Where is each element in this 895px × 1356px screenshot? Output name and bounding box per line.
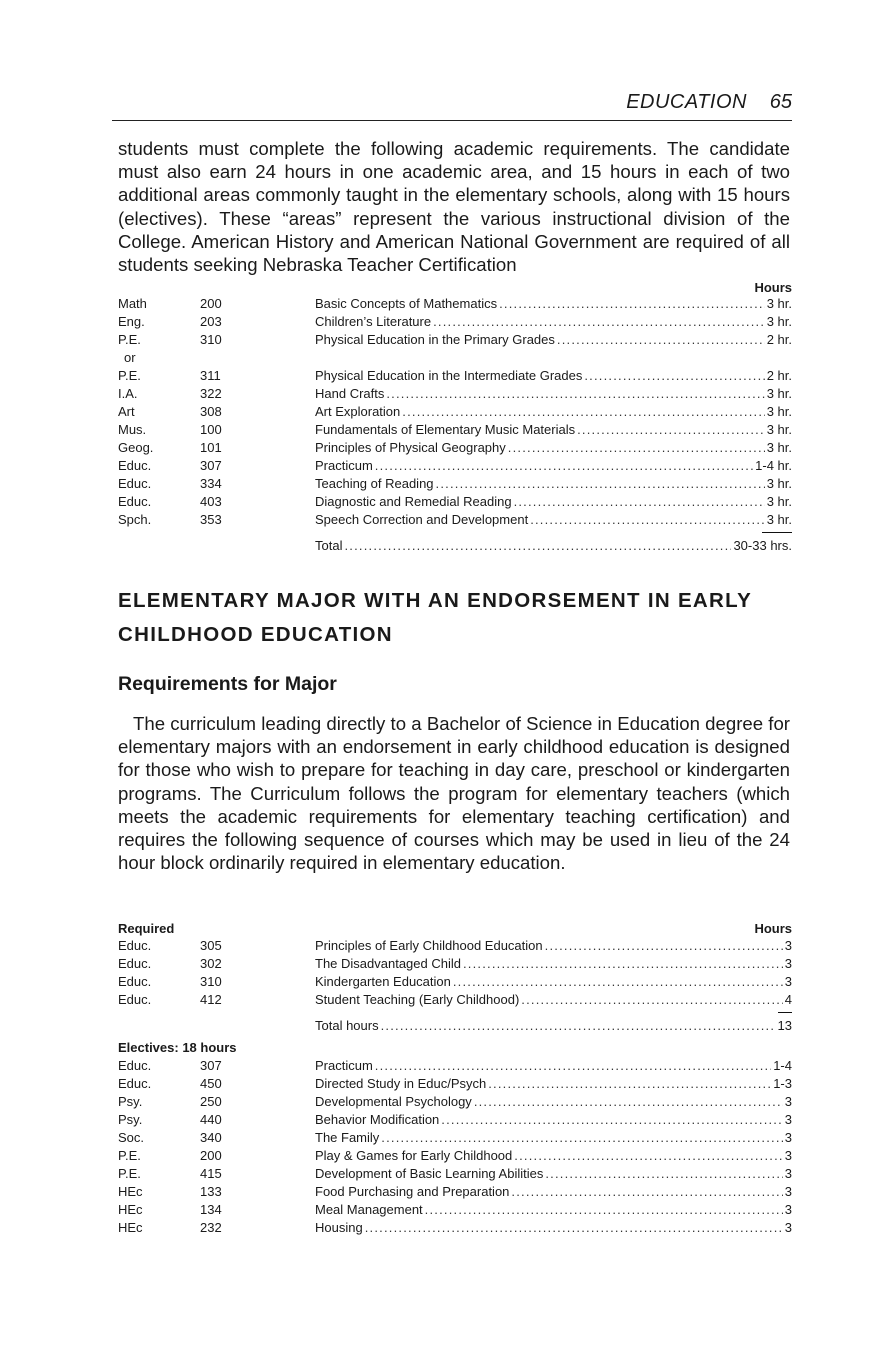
course-dept: Educ. <box>118 1076 152 1091</box>
table-row <box>118 314 792 332</box>
course-line <box>315 332 792 347</box>
course-hours: 4 <box>784 992 792 1007</box>
course-title: Children’s Literature <box>315 314 432 329</box>
dot-leader <box>436 476 765 491</box>
course-number: 412 <box>200 992 222 1007</box>
course-dept: Mus. <box>118 422 147 437</box>
course-hours: 13 <box>777 1018 792 1033</box>
course-line <box>315 314 792 329</box>
course-number: 307 <box>200 1058 222 1073</box>
dot-leader <box>557 332 765 347</box>
course-title: Diagnostic and Remedial Reading <box>315 494 512 509</box>
course-dept: P.E. <box>118 332 141 347</box>
course-dept: Math <box>118 296 147 311</box>
course-number: 403 <box>200 494 222 509</box>
dot-leader <box>365 1220 783 1235</box>
dot-leader <box>545 1166 782 1181</box>
course-dept: P.E. <box>118 1148 141 1163</box>
course-title: Development of Basic Learning Abilities <box>315 1166 544 1181</box>
course-number: 133 <box>200 1184 222 1199</box>
major-paragraph: The curriculum leading directly to a Bachelor of Science in Education degree for elementary majors with an endorsement in early childhood education is designed for those who wish to prepare for teaching in day care, preschool or kindergarten programs. The Curriculum follows the program for elementary teachers (which meets the academic requirements for elementary teaching certification) and requires the following sequence of courses which may be used in lieu of the 24 hour block ordinarily required in elementary education. <box>118 713 790 874</box>
table-row <box>118 956 792 974</box>
course-title: Directed Study in Educ/Psych <box>315 1076 487 1091</box>
course-title: Art Exploration <box>315 404 401 419</box>
course-hours: 3 <box>784 974 792 989</box>
course-line <box>315 296 792 311</box>
course-hours: 3 hr. <box>766 494 792 509</box>
course-number: 415 <box>200 1166 222 1181</box>
sum-rule <box>778 1012 792 1013</box>
course-dept: Educ. <box>118 974 152 989</box>
course-dept: Soc. <box>118 1130 145 1145</box>
table-row <box>118 296 792 314</box>
course-line <box>315 1112 792 1127</box>
course-dept: Spch. <box>118 512 152 527</box>
table-row <box>118 974 792 992</box>
course-dept: HEc <box>118 1202 143 1217</box>
course-title: Physical Education in the Primary Grades <box>315 332 555 347</box>
course-title: Hand Crafts <box>315 386 385 401</box>
course-title: Principles of Physical Geography <box>315 440 506 455</box>
course-dept: I.A. <box>118 386 138 401</box>
course-hours: 3 hr. <box>766 476 792 491</box>
table-row <box>118 1094 792 1112</box>
table-row <box>118 350 792 368</box>
course-hours: 3 hr. <box>766 422 792 437</box>
course-hours: 3 hr. <box>766 386 792 401</box>
page-number: 65 <box>769 91 792 113</box>
course-hours: 3 <box>784 1148 792 1163</box>
table2-hours-header: Hours <box>754 921 792 936</box>
dot-leader <box>344 538 731 553</box>
dot-leader <box>584 368 764 383</box>
course-dept: Educ. <box>118 992 152 1007</box>
course-number: 302 <box>200 956 222 971</box>
course-line <box>315 368 792 383</box>
dot-leader <box>545 938 783 953</box>
table1-hours-header: Hours <box>754 280 792 295</box>
course-dept: HEc <box>118 1184 143 1199</box>
dot-leader <box>463 956 783 971</box>
dot-leader <box>375 458 753 473</box>
course-number: 134 <box>200 1202 222 1217</box>
dot-leader <box>433 314 765 329</box>
table-row <box>118 1130 792 1148</box>
course-hours: 3 <box>784 1112 792 1127</box>
course-line <box>315 386 792 401</box>
course-title: Food Purchasing and Preparation <box>315 1184 510 1199</box>
intro-paragraph: students must complete the following academic requirements. The candidate must also earn 24 hours in one academic area, and 15 hours in each of two additional areas commonly taught in the elementary schools, along with 15 hours (electives). These “areas” represent the various instructional division of the College. American History and American National Government are required of all students seeking Nebraska Teacher Certification <box>118 138 790 276</box>
course-hours: 3 <box>784 1184 792 1199</box>
dot-leader <box>474 1094 783 1109</box>
course-number: 250 <box>200 1094 222 1109</box>
dot-leader <box>375 1058 771 1073</box>
dot-leader <box>521 992 782 1007</box>
course-hours: 3 hr. <box>766 296 792 311</box>
course-hours: 3 hr. <box>766 440 792 455</box>
course-line <box>315 422 792 437</box>
dot-leader <box>425 1202 783 1217</box>
course-hours: 30-33 hrs. <box>733 538 792 553</box>
course-line <box>315 1202 792 1217</box>
course-line <box>315 440 792 455</box>
course-line <box>315 404 792 419</box>
table-row <box>118 1112 792 1130</box>
course-number: 340 <box>200 1130 222 1145</box>
course-hours: 3 <box>784 1202 792 1217</box>
course-line <box>315 1166 792 1181</box>
course-title: Kindergarten Education <box>315 974 451 989</box>
dot-leader <box>402 404 764 419</box>
course-title: The Disadvantaged Child <box>315 956 461 971</box>
course-hours: 3 <box>784 1130 792 1145</box>
course-dept: P.E. <box>118 368 141 383</box>
course-hours: 1-4 <box>773 1058 792 1073</box>
course-dept: P.E. <box>118 1166 141 1181</box>
course-number: 334 <box>200 476 222 491</box>
table-row <box>118 368 792 386</box>
course-title: Principles of Early Childhood Education <box>315 938 543 953</box>
course-line <box>315 538 792 553</box>
page-header <box>112 88 792 121</box>
table-row <box>118 440 792 458</box>
course-number: 101 <box>200 440 222 455</box>
table-row <box>118 1076 792 1094</box>
course-title: Housing <box>315 1220 363 1235</box>
course-title: Behavior Modification <box>315 1112 440 1127</box>
course-title: Developmental Psychology <box>315 1094 472 1109</box>
course-number: 310 <box>200 332 222 347</box>
course-title: Practicum <box>315 1058 373 1073</box>
electives-label: Electives: 18 hours <box>118 1040 237 1055</box>
subheading: Requirements for Major <box>118 673 337 695</box>
dot-leader <box>508 440 765 455</box>
course-number: 308 <box>200 404 222 419</box>
course-title: Practicum <box>315 458 373 473</box>
table-row <box>118 1202 792 1220</box>
dot-leader <box>441 1112 782 1127</box>
course-hours: 3 <box>784 1094 792 1109</box>
dot-leader <box>381 1018 776 1033</box>
course-hours: 3 <box>784 1166 792 1181</box>
course-dept: Eng. <box>118 314 145 329</box>
course-title: Play & Games for Early Childhood <box>315 1148 513 1163</box>
course-title: Meal Management <box>315 1202 423 1217</box>
course-line <box>315 476 792 491</box>
course-title: Student Teaching (Early Childhood) <box>315 992 520 1007</box>
course-dept: Educ. <box>118 458 152 473</box>
course-hours: 3 hr. <box>766 512 792 527</box>
course-line <box>315 1058 792 1073</box>
course-title: The Family <box>315 1130 380 1145</box>
course-dept: Educ. <box>118 494 152 509</box>
course-number: 200 <box>200 1148 222 1163</box>
dot-leader <box>514 1148 783 1163</box>
course-line <box>315 458 792 473</box>
course-title: Total <box>315 538 343 553</box>
table-row <box>118 938 792 956</box>
course-hours: 1-3 <box>773 1076 792 1091</box>
table-row <box>118 1166 792 1184</box>
course-number: 200 <box>200 296 222 311</box>
course-line <box>315 512 792 527</box>
dot-leader <box>381 1130 782 1145</box>
course-line <box>315 1220 792 1235</box>
course-hours: 3 <box>784 938 792 953</box>
section-heading <box>118 589 752 613</box>
course-title: Speech Correction and Development <box>315 512 529 527</box>
course-title: Fundamentals of Elementary Music Materials <box>315 422 576 437</box>
course-dept: or <box>124 350 136 365</box>
table-row <box>118 512 792 530</box>
course-line <box>315 494 792 509</box>
course-title: Teaching of Reading <box>315 476 434 491</box>
course-number: 203 <box>200 314 222 329</box>
course-dept: HEc <box>118 1220 143 1235</box>
dot-leader <box>386 386 764 401</box>
course-number: 440 <box>200 1112 222 1127</box>
course-hours: 3 hr. <box>766 404 792 419</box>
course-line <box>315 956 792 971</box>
dot-leader <box>499 296 765 311</box>
table-row <box>118 476 792 494</box>
table-row <box>118 404 792 422</box>
course-dept: Educ. <box>118 476 152 491</box>
table-row <box>118 332 792 350</box>
dot-leader <box>488 1076 771 1091</box>
course-number: 322 <box>200 386 222 401</box>
course-hours: 1-4 hr. <box>755 458 792 473</box>
course-title: Basic Concepts of Mathematics <box>315 296 498 311</box>
table-row <box>118 1018 792 1036</box>
table-row <box>118 1220 792 1238</box>
table-row <box>118 992 792 1010</box>
table-row <box>118 458 792 476</box>
course-dept: Educ. <box>118 956 152 971</box>
sum-rule <box>762 532 792 533</box>
running-title: EDUCATION <box>626 91 747 113</box>
course-dept: Geog. <box>118 440 154 455</box>
course-number: 232 <box>200 1220 222 1235</box>
course-dept: Educ. <box>118 1058 152 1073</box>
course-number: 311 <box>200 368 221 383</box>
table-row <box>118 386 792 404</box>
section-heading-cont <box>118 623 393 647</box>
course-hours: 3 <box>784 1220 792 1235</box>
course-number: 307 <box>200 458 222 473</box>
course-number: 353 <box>200 512 222 527</box>
course-title: Total hours <box>315 1018 379 1033</box>
course-number: 305 <box>200 938 222 953</box>
course-hours: 3 hr. <box>766 314 792 329</box>
section-heading-line-1: ELEMENTARY MAJOR WITH AN ENDORSEMENT IN EARLY <box>118 589 753 612</box>
course-dept: Psy. <box>118 1094 143 1109</box>
dot-leader <box>511 1184 782 1199</box>
table-row <box>118 494 792 512</box>
table-row <box>118 538 792 556</box>
course-hours: 2 hr. <box>766 368 792 383</box>
course-line <box>315 1184 792 1199</box>
table-row <box>118 1058 792 1076</box>
course-hours: 2 hr. <box>766 332 792 347</box>
course-title: Physical Education in the Intermediate Grades <box>315 368 583 383</box>
course-line <box>315 938 792 953</box>
dot-leader <box>514 494 765 509</box>
required-label: Required <box>118 921 175 936</box>
course-line <box>315 974 792 989</box>
course-number: 310 <box>200 974 222 989</box>
table-row <box>118 422 792 440</box>
course-line <box>315 1076 792 1091</box>
course-line <box>315 992 792 1007</box>
course-line <box>315 1018 792 1033</box>
course-number: 450 <box>200 1076 222 1091</box>
dot-leader <box>577 422 765 437</box>
section-heading-line-2: CHILDHOOD EDUCATION <box>118 623 393 646</box>
dot-leader <box>530 512 765 527</box>
course-dept: Psy. <box>118 1112 143 1127</box>
table-row <box>118 1184 792 1202</box>
table-row <box>118 1148 792 1166</box>
course-hours: 3 <box>784 956 792 971</box>
course-dept: Educ. <box>118 938 152 953</box>
course-number: 100 <box>200 422 222 437</box>
dot-leader <box>453 974 783 989</box>
course-line <box>315 1148 792 1163</box>
course-dept: Art <box>118 404 135 419</box>
course-line <box>315 1130 792 1145</box>
course-line <box>315 1094 792 1109</box>
